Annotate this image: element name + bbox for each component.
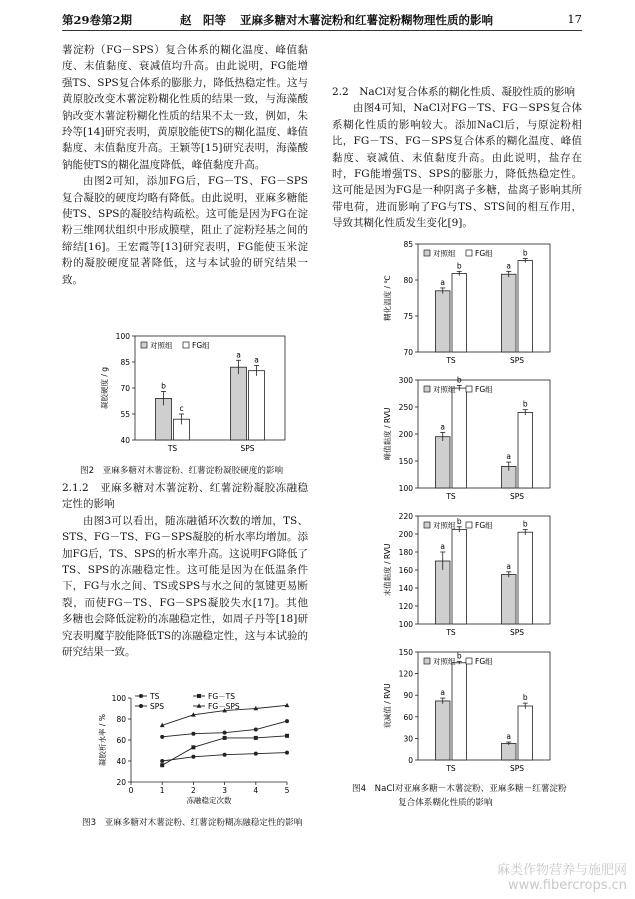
- fig4d-bar: [435, 701, 450, 760]
- fig4d-ytick-label: 0: [408, 756, 413, 765]
- header-authors-title: [180, 12, 493, 28]
- fig4a-bar: [452, 274, 467, 352]
- fig4c-legend-swatch-fg: [466, 522, 472, 528]
- fig2-category-label: TS: [167, 444, 178, 453]
- fig4a-legend-swatch-control: [424, 250, 430, 256]
- fig4c-bar: [435, 561, 450, 624]
- figure-2-chart: [95, 330, 295, 458]
- fig4d-sig-letter: b: [522, 693, 528, 703]
- fig4b-sig-letter: b: [522, 399, 528, 409]
- fig4c-bar: [452, 530, 467, 625]
- fig3-point: [223, 753, 227, 757]
- fig4a-ytick-label: 70: [403, 348, 413, 357]
- fig4c-ytick-label: 200: [398, 530, 413, 539]
- fig4b-ytick-label: 100: [398, 484, 413, 493]
- figure-2-caption: 图2 亚麻多糖对木薯淀粉、红薯淀粉凝胶硬度的影响: [80, 466, 284, 476]
- fig4d-sig-letter: a: [440, 688, 446, 698]
- fig4c-ytick-label: 160: [398, 566, 413, 575]
- fig4d-legend-swatch-fg: [466, 658, 472, 664]
- watermark: [497, 863, 627, 893]
- fig4c-legend-fg: FG组: [475, 521, 493, 530]
- fig4d-legend-fg: FG组: [475, 657, 493, 666]
- fig4a-legend-control: 对照组: [433, 249, 456, 258]
- fig3-series-line: [162, 736, 287, 765]
- fig3-legend-marker: [197, 694, 201, 698]
- fig4b-ytick-label: 150: [398, 457, 413, 466]
- fig3-point: [223, 736, 227, 740]
- page-number: 17: [567, 12, 582, 26]
- fig2-legend-swatch-fg: [183, 342, 189, 348]
- fig4b-bar: [452, 388, 467, 488]
- fig4d-category-label: TS: [446, 764, 456, 773]
- running-header: [62, 8, 582, 31]
- fig4c-ytick-label: 140: [398, 584, 413, 593]
- fig4c-sig-letter: a: [506, 561, 512, 571]
- watermark-line2: www.fibercrops.cn: [507, 878, 627, 893]
- fig2-ytick-label: 55: [120, 410, 130, 419]
- fig3-legend-label: SPS: [150, 702, 165, 711]
- figure-2: [95, 330, 295, 458]
- fig3-legend-label: FG－TS: [208, 692, 235, 701]
- fig2-ytick-label: 85: [120, 358, 130, 367]
- fig3-xtick-label: 5: [284, 786, 290, 795]
- fig2-legend-fg: FG组: [192, 341, 210, 350]
- fig3-xtick-label: 0: [128, 786, 134, 795]
- fig3-legend-label: TS: [150, 692, 160, 701]
- fig4d-legend-swatch-control: [424, 658, 430, 664]
- fig4a-sig-letter: a: [440, 277, 446, 287]
- fig4c-ytick-label: 180: [398, 548, 413, 557]
- figure-4c: [378, 510, 558, 640]
- fig3-ytick-label: 40: [116, 757, 126, 766]
- fig3-ytick-label: 60: [116, 736, 126, 745]
- fig4a-bar: [435, 291, 450, 352]
- fig4b-ytick-label: 200: [398, 430, 413, 439]
- fig3-xlabel: 冻融稳定次数: [186, 796, 232, 805]
- fig4d-ytick-label: 150: [398, 648, 413, 657]
- figure-4b: [378, 374, 558, 504]
- fig2-ylabel: 凝胶硬度 / g: [100, 366, 109, 410]
- fig2-legend-control: 对照组: [150, 341, 173, 350]
- figure-4a: [378, 238, 558, 368]
- fig3-legend-label: FG－SPS: [208, 702, 240, 711]
- fig3-point: [191, 755, 195, 759]
- fig3-point: [160, 763, 164, 767]
- fig3-xtick-label: 3: [222, 786, 227, 795]
- fig4c-category-label: SPS: [509, 628, 525, 637]
- figure-4-caption-line1: 图4 NaCl对亚麻多糖－木薯淀粉、亚麻多糖－红薯淀粉: [352, 784, 567, 794]
- paragraph-1: 薯淀粉（FG－SPS）复合体系的糊化温度、峰值黏度、末值黏度、衰减值均升高。由此说明，FG能增强TS、SPS复合体系的膨胀力，降低热稳定性。这与黄原胶改变木薯淀粉糊化性质的结果一致，与海藻酸钠改变木薯淀粉糊化性质的结果不太一致，例如，朱玲等[14]研究表明，黄原胶能使TS的糊化温度、峰值黏度、末值黏度升高。王颖等[15]研究表明，海藻酸钠能使TS的糊化温度降低，峰值黏度升高。: [62, 44, 308, 171]
- fig4d-sig-letter: a: [506, 732, 512, 741]
- fig3-point: [191, 732, 195, 736]
- fig3-ylabel: 凝胶析水率 / %: [98, 714, 107, 766]
- section-2-1-2-heading: 2.1.2 亚麻多糖对木薯淀粉、红薯淀粉凝胶冻融稳定性的影响: [62, 482, 308, 511]
- fig4c-legend-swatch-control: [424, 522, 430, 528]
- fig4d-bar: [452, 663, 467, 760]
- fig4d-ytick-label: 30: [403, 734, 413, 744]
- fig2-bar: [231, 367, 247, 440]
- figure-4a-chart: [378, 238, 558, 368]
- fig4d-ytick-label: 120: [398, 669, 413, 679]
- fig4a-category-label: TS: [446, 356, 456, 365]
- fig4d-ylabel: 衰减值 / RVU: [383, 683, 392, 729]
- fig3-legend-marker: [139, 694, 143, 698]
- paragraph-2: 由图2可知，添加FG后，FG－TS、FG－SPS复合凝胶的硬度均略有降低。由此说明，亚麻多糖能使TS、SPS的凝胶结构疏松。这可能是因为FG在淀粉三维网状组织中形成膜壁，阻止了淀粉羟基之间的缔结[16]。王宏霞等[13]研究表明，FG能使玉米淀粉的凝胶硬度显著降低，这与本试验的研究结果一致。: [62, 175, 308, 286]
- fig3-point: [285, 703, 290, 707]
- fig4c-category-label: TS: [446, 628, 456, 637]
- fig4b-ylabel: 峰值黏度 / RVU: [383, 407, 392, 461]
- fig4a-bar: [501, 274, 516, 352]
- fig4b-sig-letter: a: [506, 452, 512, 462]
- figure-4d: [378, 646, 558, 776]
- fig4a-ytick-label: 75: [403, 312, 413, 321]
- fig4c-sig-letter: b: [456, 516, 462, 526]
- fig2-sig-letter: a: [254, 355, 259, 365]
- paragraph-4: 由图4可知，NaCl对FG－TS、FG－SPS复合体系糊化性质的影响较大。添加NaCl后，与原淀粉相比，FG－TS、FG－SPS复合体系的糊化温度、峰值黏度、衰减值、末值黏度升高。由此说明，盐存在时，FG能增强TS、SPS的膨胀力，降低热稳定性。这可能是因为FG是一种阴离子多糖，盐离子影响其所带电荷，进而影响了FG与TS、STS间的相互作用，导致其糊化性质发生变化[9]。: [332, 102, 582, 230]
- fig4d-sig-letter: b: [456, 651, 462, 661]
- fig3-ytick-label: 80: [116, 715, 126, 724]
- fig4a-ytick-label: 85: [403, 240, 413, 249]
- fig4d-category-label: SPS: [509, 764, 525, 773]
- fig4a-ylabel: 糊化温度 / ℃: [383, 275, 392, 321]
- figure-3-caption: 图3 亚麻多糖对木薯淀粉、红薯淀粉糊冻融稳定性的影响: [82, 818, 303, 828]
- header-title: 亚麻多糖对木薯淀粉和红薯淀粉糊物理性质的影响: [240, 13, 494, 27]
- fig4d-ytick-label: 60: [403, 712, 413, 722]
- fig2-legend-swatch-control: [141, 342, 147, 348]
- header-authors: 赵 阳等: [180, 13, 226, 27]
- fig4c-legend-control: 对照组: [433, 521, 456, 530]
- figure-4c-chart: [378, 510, 558, 640]
- fig4c-sig-letter: b: [522, 519, 528, 529]
- section-2-2-heading: 2.2 NaCl对复合体系的糊化性质、凝胶性质的影响: [332, 86, 576, 98]
- fig4c-ytick-label: 100: [398, 620, 413, 629]
- journal-issue: 第29卷第2期: [62, 13, 133, 27]
- fig4a-sig-letter: a: [506, 261, 512, 271]
- fig4d-ytick-label: 90: [403, 691, 413, 701]
- fig2-category-label: SPS: [240, 444, 255, 453]
- fig3-point: [285, 734, 289, 738]
- fig2-sig-letter: b: [161, 381, 166, 391]
- fig3-point: [160, 735, 164, 739]
- figure-3-chart: [95, 688, 295, 808]
- fig3-ytick-label: 100: [111, 694, 126, 703]
- fig3-xtick-label: 1: [159, 786, 165, 795]
- fig4a-legend-swatch-fg: [466, 250, 472, 256]
- fig2-sig-letter: a: [236, 350, 241, 360]
- fig4d-bar: [501, 743, 516, 760]
- fig3-legend-marker: [139, 704, 143, 708]
- fig2-bar: [249, 371, 265, 440]
- fig4a-bar: [518, 261, 533, 352]
- fig3-point: [254, 736, 258, 740]
- fig4d-legend-control: 对照组: [433, 657, 456, 666]
- fig2-ytick-label: 100: [115, 332, 130, 341]
- fig4b-ytick-label: 250: [398, 403, 413, 412]
- fig4c-ytick-label: 220: [398, 512, 413, 521]
- fig3-xtick-label: 2: [191, 786, 196, 795]
- figure-4b-chart: [378, 374, 558, 504]
- watermark-line1: 麻类作物营养与施肥网: [496, 863, 627, 878]
- fig4b-sig-letter: b: [456, 375, 462, 385]
- fig4d-bar: [518, 706, 533, 760]
- fig4c-sig-letter: a: [440, 542, 446, 551]
- paragraph-3: 由图3可以看出，随冻融循环次数的增加，TS、STS、FG－TS、FG－SPS凝胶的析水率均增加。添加FG后，TS、SPS的析水率升高。这说明FG降低了TS、SPS的冻融稳定性。这可能是因为在低温条件下，FG与水之间、TS或SPS与水之间的氢键更易断裂，而使FG－TS、FG－SPS凝胶失水[17]。其他多糖也会降低淀粉的冻融稳定性，如周子丹等[18]研究表明魔芋胶能降低TS的冻融稳定性，这与本试验的研究结果一致。: [62, 514, 308, 659]
- fig4a-legend-fg: FG组: [475, 249, 493, 258]
- fig3-point: [223, 731, 227, 735]
- fig4a-category-label: SPS: [509, 356, 525, 365]
- fig4a-ytick-label: 80: [403, 276, 413, 285]
- fig2-ytick-label: 40: [120, 436, 130, 445]
- fig4b-category-label: TS: [446, 492, 456, 501]
- fig4c-bar: [518, 532, 533, 624]
- fig3-point: [285, 719, 289, 723]
- fig4b-ytick-label: 300: [398, 376, 413, 385]
- fig4b-legend-swatch-fg: [466, 386, 472, 392]
- fig4b-legend-swatch-control: [424, 386, 430, 392]
- fig4c-ylabel: 末值黏度 / RVU: [383, 543, 392, 597]
- figure-3: [95, 688, 295, 808]
- fig3-point: [191, 745, 195, 749]
- figure-4d-chart: [378, 646, 558, 776]
- fig4b-sig-letter: a: [440, 422, 446, 432]
- fig4a-sig-letter: b: [522, 248, 528, 258]
- fig4c-bar: [501, 575, 516, 625]
- right-column: [332, 84, 582, 232]
- fig4b-legend-fg: FG组: [475, 385, 493, 394]
- left-column-lower: [62, 480, 308, 660]
- fig3-xtick-label: 4: [253, 786, 259, 795]
- fig4b-category-label: SPS: [509, 492, 525, 501]
- fig3-point: [285, 751, 289, 755]
- fig3-point: [254, 752, 258, 756]
- fig4b-bar: [435, 437, 450, 488]
- fig4c-ytick-label: 120: [398, 602, 413, 611]
- fig3-ytick-label: 20: [116, 778, 126, 787]
- fig4b-legend-control: 对照组: [433, 385, 456, 394]
- left-column: [62, 42, 308, 288]
- fig4b-bar: [518, 412, 533, 488]
- fig3-point: [160, 759, 164, 763]
- fig4a-sig-letter: b: [456, 261, 462, 271]
- fig2-ytick-label: 70: [120, 384, 130, 393]
- fig2-sig-letter: c: [179, 404, 184, 413]
- fig3-point: [254, 728, 258, 732]
- figure-4-caption-line2: 复合体系糊化性质的影响: [398, 798, 493, 808]
